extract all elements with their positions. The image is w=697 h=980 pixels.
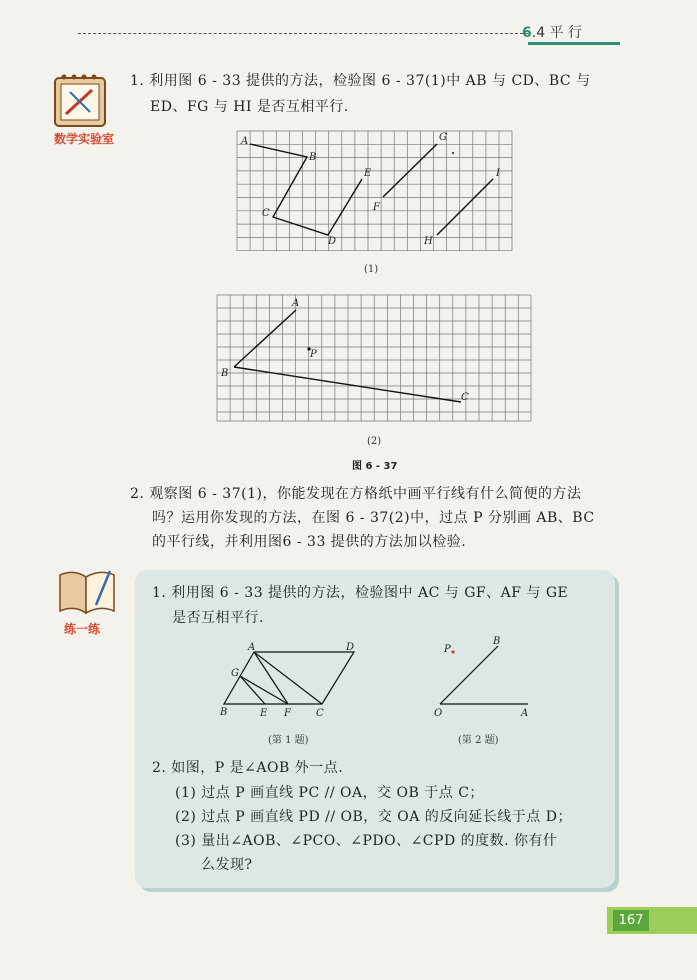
label-E: E xyxy=(260,708,268,719)
page-number: 167 xyxy=(613,910,649,931)
practice-1-line-2: 是否互相平行. xyxy=(172,610,264,626)
question-1-line-2: ED、FG 与 HI 是否互相平行. xyxy=(150,99,349,115)
label-B: B xyxy=(221,368,229,379)
label-A: A xyxy=(248,642,256,653)
label-H: H xyxy=(424,236,433,247)
label-G: G xyxy=(231,668,239,679)
header-rule xyxy=(78,33,528,34)
practice-2-line-1: 2. 如图，P 是∠AOB 外一点. xyxy=(152,760,344,776)
label-C: C xyxy=(316,708,324,719)
label-P: P xyxy=(444,644,451,655)
figure-2-caption: (2) xyxy=(367,436,382,447)
label-E: E xyxy=(364,168,372,179)
label-C: C xyxy=(461,392,469,403)
question-2-line-1: 2. 观察图 6 - 37(1)，你能发现在方格纸中画平行线有什么简便的方法 xyxy=(130,486,582,502)
page-number-tab xyxy=(607,907,697,934)
label-D: D xyxy=(346,642,355,653)
practice-2-line-2: (1) 过点 P 画直线 PC // OA，交 OB 于点 C； xyxy=(175,785,484,801)
practice-book-icon xyxy=(56,565,118,617)
label-F: F xyxy=(284,708,291,719)
practice-1-line-1: 1. 利用图 6 - 33 提供的方法，检验图中 AC 与 GF、AF 与 GE xyxy=(152,585,569,601)
figure-6-37-2 xyxy=(214,292,534,424)
question-2-line-2: 吗？运用你发现的方法，在图 6 - 37(2)中，过点 P 分别画 AB、BC xyxy=(152,510,595,526)
practice-figure-1-caption: (第 1 题) xyxy=(268,735,309,746)
practice-figure-1 xyxy=(214,640,364,722)
label-C: C xyxy=(262,208,270,219)
section-title: .4 平 行 xyxy=(531,25,583,41)
practice-2-line-5: 么发现? xyxy=(201,857,253,873)
label-I: I xyxy=(496,168,500,179)
label-B: B xyxy=(309,152,317,163)
label-B: B xyxy=(220,707,228,718)
label-A: A xyxy=(292,298,300,309)
practice-figure-2-caption: (第 2 题) xyxy=(458,735,499,746)
label-B: B xyxy=(493,636,501,647)
label-O: O xyxy=(434,708,443,719)
practice-2-line-4: (3) 量出∠AOB、∠PCO、∠PDO、∠CPD 的度数. 你有什 xyxy=(175,833,558,849)
question-1-line-1: 1. 利用图 6 - 33 提供的方法，检验图 6 - 37(1)中 AB 与 CD、BC 与 xyxy=(130,73,591,89)
math-lab-label: 数学实验室 xyxy=(54,132,115,146)
practice-figure-2 xyxy=(428,632,536,722)
section-header xyxy=(522,22,618,42)
figure-name: 图 6 - 37 xyxy=(352,461,398,472)
practice-label: 练一练 xyxy=(64,622,101,636)
label-A: A xyxy=(241,136,249,147)
section-underline xyxy=(528,42,620,45)
figure-6-37-1 xyxy=(232,126,514,256)
figure-1-caption: (1) xyxy=(364,264,379,275)
practice-2-line-3: (2) 过点 P 画直线 PD // OB，交 OA 的反向延长线于点 D； xyxy=(175,809,572,825)
section-number: 6 xyxy=(522,25,532,41)
label-F: F xyxy=(373,202,380,213)
label-A: A xyxy=(521,708,529,719)
question-2-line-3: 的平行线，并利用图6 - 33 提供的方法加以检验. xyxy=(152,534,467,550)
label-D: D xyxy=(328,236,337,247)
label-G: G xyxy=(439,132,447,143)
label-P: P xyxy=(310,349,317,360)
